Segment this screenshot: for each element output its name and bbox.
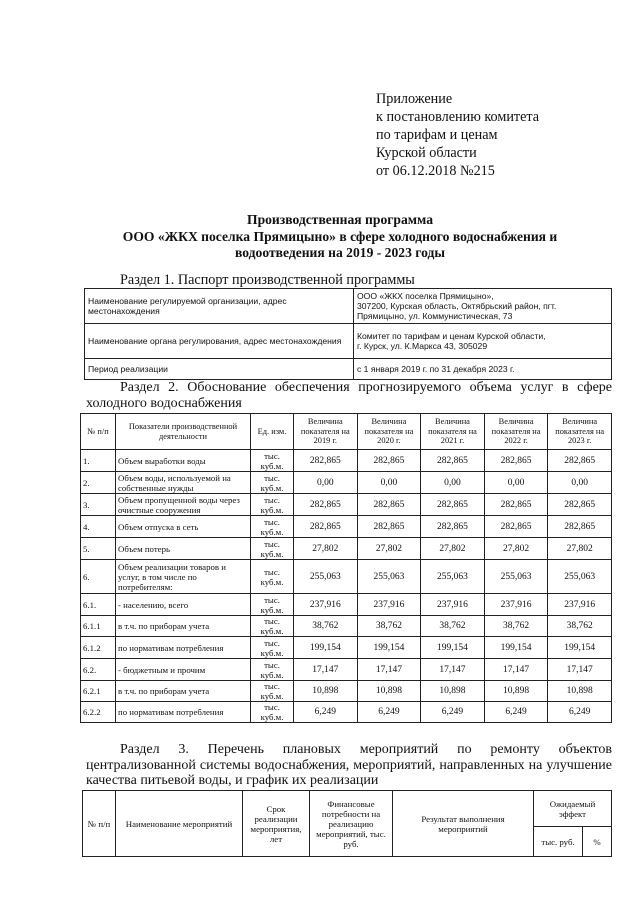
col-unit: Ед. изм. — [251, 414, 294, 450]
row-value: 6,249 — [294, 702, 358, 723]
col-name: Наименование мероприятий — [116, 791, 243, 857]
passport-value-line: г. Курск, ул. К.Маркса 43, 305029 — [357, 341, 488, 351]
table-row — [81, 494, 612, 516]
row-value: 199,154 — [548, 637, 612, 659]
row-value: 6,249 — [484, 702, 548, 723]
row-unit: тыс. куб.м. — [251, 702, 294, 723]
row-value: 237,916 — [548, 594, 612, 616]
row-value: 237,916 — [421, 594, 485, 616]
table-row — [81, 616, 612, 637]
table-row — [81, 637, 612, 659]
appendix-line: Приложение — [376, 91, 453, 107]
row-unit: тыс. куб.м. — [251, 594, 294, 616]
passport-value-line: Комитет по тарифам и ценам Курской области, — [357, 331, 546, 341]
row-value: 17,147 — [294, 659, 358, 681]
row-value: 10,898 — [548, 681, 612, 702]
row-value: 255,063 — [548, 560, 612, 594]
row-value: 199,154 — [421, 637, 485, 659]
row-value: 38,762 — [548, 616, 612, 637]
table-row — [81, 659, 612, 681]
row-value: 38,762 — [294, 616, 358, 637]
row-unit: тыс. куб.м. — [251, 637, 294, 659]
row-value: 199,154 — [294, 637, 358, 659]
col-effect-unit: тыс. руб. — [534, 827, 583, 857]
row-value: 282,865 — [357, 450, 421, 472]
row-unit: тыс. куб.м. — [251, 659, 294, 681]
row-unit: тыс. куб.м. — [251, 516, 294, 538]
row-name: по нормативам потребления — [116, 637, 251, 659]
col-effect-pct: % — [583, 827, 612, 857]
row-value: 27,802 — [548, 538, 612, 560]
row-num: 1. — [81, 450, 116, 472]
row-value: 282,865 — [294, 450, 358, 472]
row-num: 6.1. — [81, 594, 116, 616]
table-row — [81, 594, 612, 616]
volume-table — [80, 413, 612, 723]
row-name: Объем воды, используемой на собственные нужды — [116, 472, 251, 494]
row-unit: тыс. куб.м. — [251, 616, 294, 637]
passport-label: Период реализации — [85, 359, 354, 380]
appendix-line: от 06.12.2018 №215 — [376, 163, 495, 179]
row-value: 237,916 — [357, 594, 421, 616]
title-line: водоотведения на 2019 - 2023 годы — [235, 245, 445, 260]
row-value: 6,249 — [421, 702, 485, 723]
table-row — [81, 702, 612, 723]
row-num: 4. — [81, 516, 116, 538]
row-value: 237,916 — [294, 594, 358, 616]
row-name: по нормативам потребления — [116, 702, 251, 723]
appendix-block — [376, 90, 539, 180]
row-value: 17,147 — [548, 659, 612, 681]
row-unit: тыс. куб.м. — [251, 472, 294, 494]
row-num: 2. — [81, 472, 116, 494]
passport-value-line: 307200, Курская область, Октябрьский район, пгт. — [357, 301, 557, 311]
row-unit: тыс. куб.м. — [251, 450, 294, 472]
row-value: 0,00 — [548, 472, 612, 494]
row-value: 282,865 — [421, 516, 485, 538]
row-value: 282,865 — [421, 450, 485, 472]
passport-label: Наименование регулируемой организации, адрес местонахождения — [85, 289, 354, 324]
row-value: 0,00 — [357, 472, 421, 494]
passport-value — [354, 359, 612, 380]
title-line: ООО «ЖКХ поселка Прямицыно» в сфере холодного водоснабжения и — [122, 228, 558, 244]
col-2023: Величина показателя на 2023 г. — [548, 414, 612, 450]
row-name: Объем отпуска в сеть — [116, 516, 251, 538]
table-row — [81, 516, 612, 538]
row-unit: тыс. куб.м. — [251, 494, 294, 516]
row-value: 282,865 — [294, 494, 358, 516]
row-value: 282,865 — [484, 516, 548, 538]
col-2022: Величина показателя на 2022 г. — [484, 414, 548, 450]
row-value: 282,865 — [484, 494, 548, 516]
appendix-line: к постановлению комитета — [376, 109, 540, 125]
row-value: 282,865 — [548, 494, 612, 516]
table-row — [85, 324, 612, 359]
row-value: 38,762 — [357, 616, 421, 637]
row-num: 6. — [81, 560, 116, 594]
table-header-row — [83, 791, 612, 827]
row-value: 282,865 — [357, 494, 421, 516]
document-title — [60, 212, 620, 262]
row-unit: тыс. куб.м. — [251, 681, 294, 702]
row-value: 0,00 — [484, 472, 548, 494]
row-unit: тыс. куб.м. — [251, 538, 294, 560]
row-value: 38,762 — [421, 616, 485, 637]
row-value: 27,802 — [357, 538, 421, 560]
table-row — [81, 450, 612, 472]
row-name: в т.ч. по приборам учета — [116, 616, 251, 637]
row-value: 282,865 — [548, 450, 612, 472]
section2-title: Раздел 2. Обоснование обеспечения прогнозируемого объема услуг в сфере холодного водоснабжения — [86, 380, 612, 411]
row-name: Объем выработки воды — [116, 450, 251, 472]
row-value: 282,865 — [484, 450, 548, 472]
title-line: Производственная программа — [247, 212, 433, 227]
col-result: Результат выполнения мероприятий — [393, 791, 534, 857]
row-name: - населению, всего — [116, 594, 251, 616]
row-value: 6,249 — [357, 702, 421, 723]
row-value: 10,898 — [484, 681, 548, 702]
row-value: 17,147 — [357, 659, 421, 681]
col-num: № п/п — [83, 791, 116, 857]
row-num: 6.2.1 — [81, 681, 116, 702]
row-value: 237,916 — [484, 594, 548, 616]
row-value: 255,063 — [484, 560, 548, 594]
table-row — [81, 560, 612, 594]
table-row — [81, 681, 612, 702]
col-num: № п/п — [81, 414, 116, 450]
col-2021: Величина показателя на 2021 г. — [421, 414, 485, 450]
col-2020: Величина показателя на 2020 г. — [357, 414, 421, 450]
table-header-row — [81, 414, 612, 450]
row-value: 27,802 — [421, 538, 485, 560]
section1-title: Раздел 1. Паспорт производственной программы — [120, 272, 415, 288]
row-value: 255,063 — [357, 560, 421, 594]
row-value: 6,249 — [548, 702, 612, 723]
row-value: 10,898 — [357, 681, 421, 702]
row-num: 6.1.1 — [81, 616, 116, 637]
row-value: 10,898 — [421, 681, 485, 702]
row-name: Объем потерь — [116, 538, 251, 560]
row-value: 255,063 — [294, 560, 358, 594]
col-finance: Финансовые потребности на реализацию мероприятий, тыс. руб. — [310, 791, 393, 857]
volume-table-body — [81, 450, 612, 723]
passport-label: Наименование органа регулирования, адрес местонахождения — [85, 324, 354, 359]
col-name: Показатели производственной деятельности — [116, 414, 251, 450]
row-num: 5. — [81, 538, 116, 560]
row-value: 38,762 — [484, 616, 548, 637]
section3-title: Раздел 3. Перечень плановых мероприятий по ремонту объектов централизованной системы водоснабжения, мероприятий, направленных на улучшение качества питьевой воды, и график их реализации — [86, 742, 612, 788]
row-num: 3. — [81, 494, 116, 516]
col-2019: Величина показателя на 2019 г. — [294, 414, 358, 450]
row-value: 17,147 — [484, 659, 548, 681]
passport-value-line: ООО «ЖКХ поселка Прямицыно», — [357, 291, 494, 301]
table-row — [85, 289, 612, 324]
row-value: 0,00 — [421, 472, 485, 494]
row-value: 282,865 — [357, 516, 421, 538]
row-value: 282,865 — [421, 494, 485, 516]
table-row — [85, 359, 612, 380]
row-name: Объем реализации товаров и услуг, в том числе по потребителям: — [116, 560, 251, 594]
row-value: 27,802 — [484, 538, 548, 560]
appendix-line: по тарифам и ценам — [376, 127, 498, 143]
passport-value-line: с 1 января 2019 г. по 31 декабря 2023 г. — [357, 364, 515, 374]
row-value: 17,147 — [421, 659, 485, 681]
row-unit: тыс. куб.м. — [251, 560, 294, 594]
passport-value — [354, 324, 612, 359]
row-value: 199,154 — [357, 637, 421, 659]
row-value: 27,802 — [294, 538, 358, 560]
table-row — [81, 538, 612, 560]
row-num: 6.2.2 — [81, 702, 116, 723]
table-row — [81, 472, 612, 494]
measures-table — [82, 790, 612, 857]
row-name: в т.ч. по приборам учета — [116, 681, 251, 702]
col-effect: Ожидаемый эффект — [534, 791, 612, 827]
row-value: 282,865 — [294, 516, 358, 538]
passport-table — [84, 288, 612, 380]
passport-value-line: Прямицыно, ул. Коммунистическая, 73 — [357, 311, 513, 321]
appendix-line: Курской области — [376, 145, 477, 161]
row-value: 199,154 — [484, 637, 548, 659]
row-name: Объем пропущенной воды через очистные сооружения — [116, 494, 251, 516]
row-value: 10,898 — [294, 681, 358, 702]
row-value: 255,063 — [421, 560, 485, 594]
row-value: 0,00 — [294, 472, 358, 494]
row-num: 6.1.2 — [81, 637, 116, 659]
passport-value — [354, 289, 612, 324]
row-value: 282,865 — [548, 516, 612, 538]
row-num: 6.2. — [81, 659, 116, 681]
col-term: Срок реализации мероприятия, лет — [243, 791, 310, 857]
row-name: - бюджетным и прочим — [116, 659, 251, 681]
